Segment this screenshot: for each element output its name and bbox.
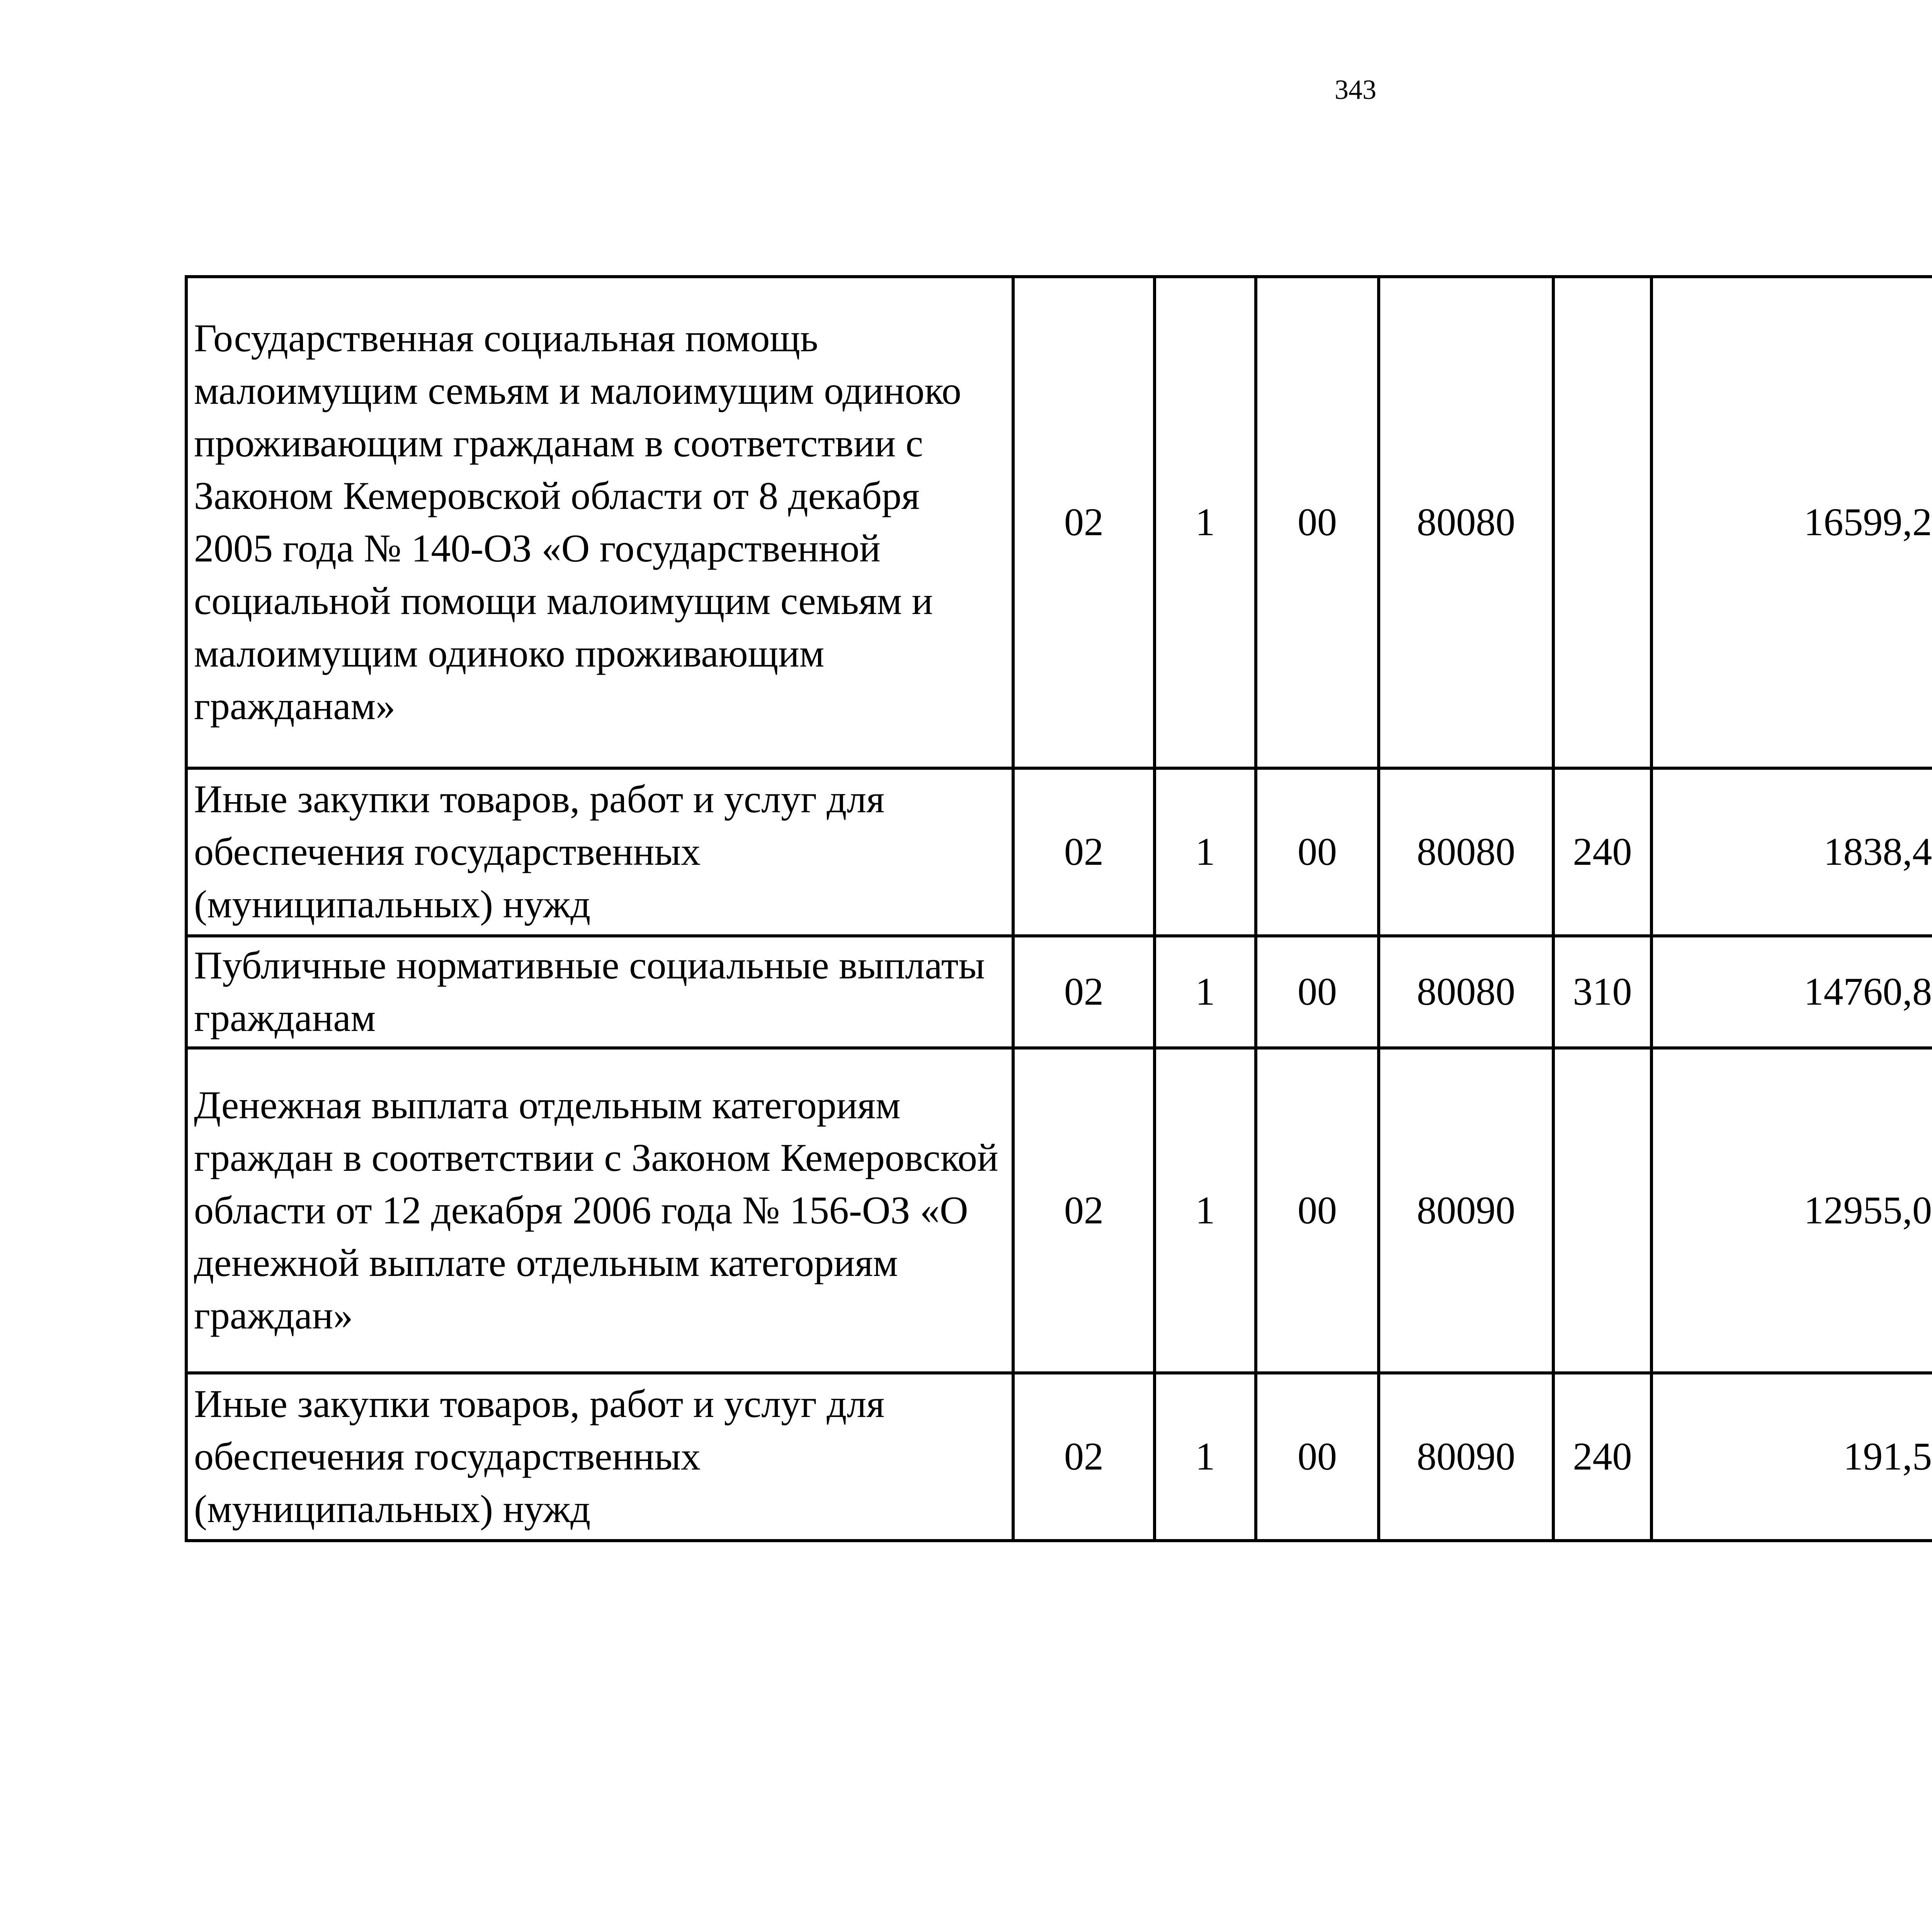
cell-direction: 80090	[1379, 1048, 1553, 1373]
cell-subprogram: 00	[1256, 1373, 1379, 1541]
table-row	[186, 1048, 1932, 1373]
cell-subprogram: 00	[1256, 277, 1379, 768]
table-row	[186, 936, 1932, 1048]
table-row	[186, 1373, 1932, 1541]
page-number: 343	[1335, 74, 1376, 105]
cell-section: 02	[1013, 277, 1155, 768]
cell-amount-1: 191,5	[1651, 1373, 1932, 1541]
cell-subprogram: 00	[1256, 1048, 1379, 1373]
cell-section: 02	[1013, 936, 1155, 1048]
row-name: Государственная социальная помощь малоимущим семьям и малоимущим одиноко проживающим гражданам в соответствии с Законом Кемеровской области от 8 декабря 2005 года № 140-ОЗ «О государственной социальной помощи малоимущим семьям и малоимущим одиноко проживающим гражданам»	[186, 277, 1013, 768]
row-name: Иные закупки товаров, работ и услуг для обеспечения государственных (муниципальных) нужд	[186, 1373, 1013, 1541]
cell-section: 02	[1013, 1373, 1155, 1541]
row-name: Иные закупки товаров, работ и услуг для обеспечения государственных (муниципальных) нужд	[186, 768, 1013, 936]
cell-expense-type	[1553, 1048, 1651, 1373]
cell-amount-1: 16599,2	[1651, 277, 1932, 768]
cell-expense-type: 310	[1553, 936, 1651, 1048]
cell-program: 1	[1155, 1373, 1256, 1541]
cell-expense-type	[1553, 277, 1651, 768]
cell-expense-type: 240	[1553, 1373, 1651, 1541]
cell-amount-1: 1838,4	[1651, 768, 1932, 936]
cell-amount-1: 12955,0	[1651, 1048, 1932, 1373]
cell-subprogram: 00	[1256, 768, 1379, 936]
cell-section: 02	[1013, 768, 1155, 936]
cell-direction: 80090	[1379, 1373, 1553, 1541]
table-row	[186, 768, 1932, 936]
cell-program: 1	[1155, 1048, 1256, 1373]
budget-table	[185, 275, 1932, 1542]
cell-section: 02	[1013, 1048, 1155, 1373]
cell-expense-type: 240	[1553, 768, 1651, 936]
cell-program: 1	[1155, 768, 1256, 936]
table-row	[186, 277, 1932, 768]
cell-amount-1: 14760,8	[1651, 936, 1932, 1048]
cell-program: 1	[1155, 277, 1256, 768]
cell-program: 1	[1155, 936, 1256, 1048]
cell-subprogram: 00	[1256, 936, 1379, 1048]
cell-direction: 80080	[1379, 936, 1553, 1048]
cell-direction: 80080	[1379, 768, 1553, 936]
row-name: Публичные нормативные социальные выплаты гражданам	[186, 936, 1013, 1048]
cell-direction: 80080	[1379, 277, 1553, 768]
row-name: Денежная выплата отдельным категориям граждан в соответствии с Законом Кемеровской области от 12 декабря 2006 года № 156-ОЗ «О денежной выплате отдельным категориям граждан»	[186, 1048, 1013, 1373]
